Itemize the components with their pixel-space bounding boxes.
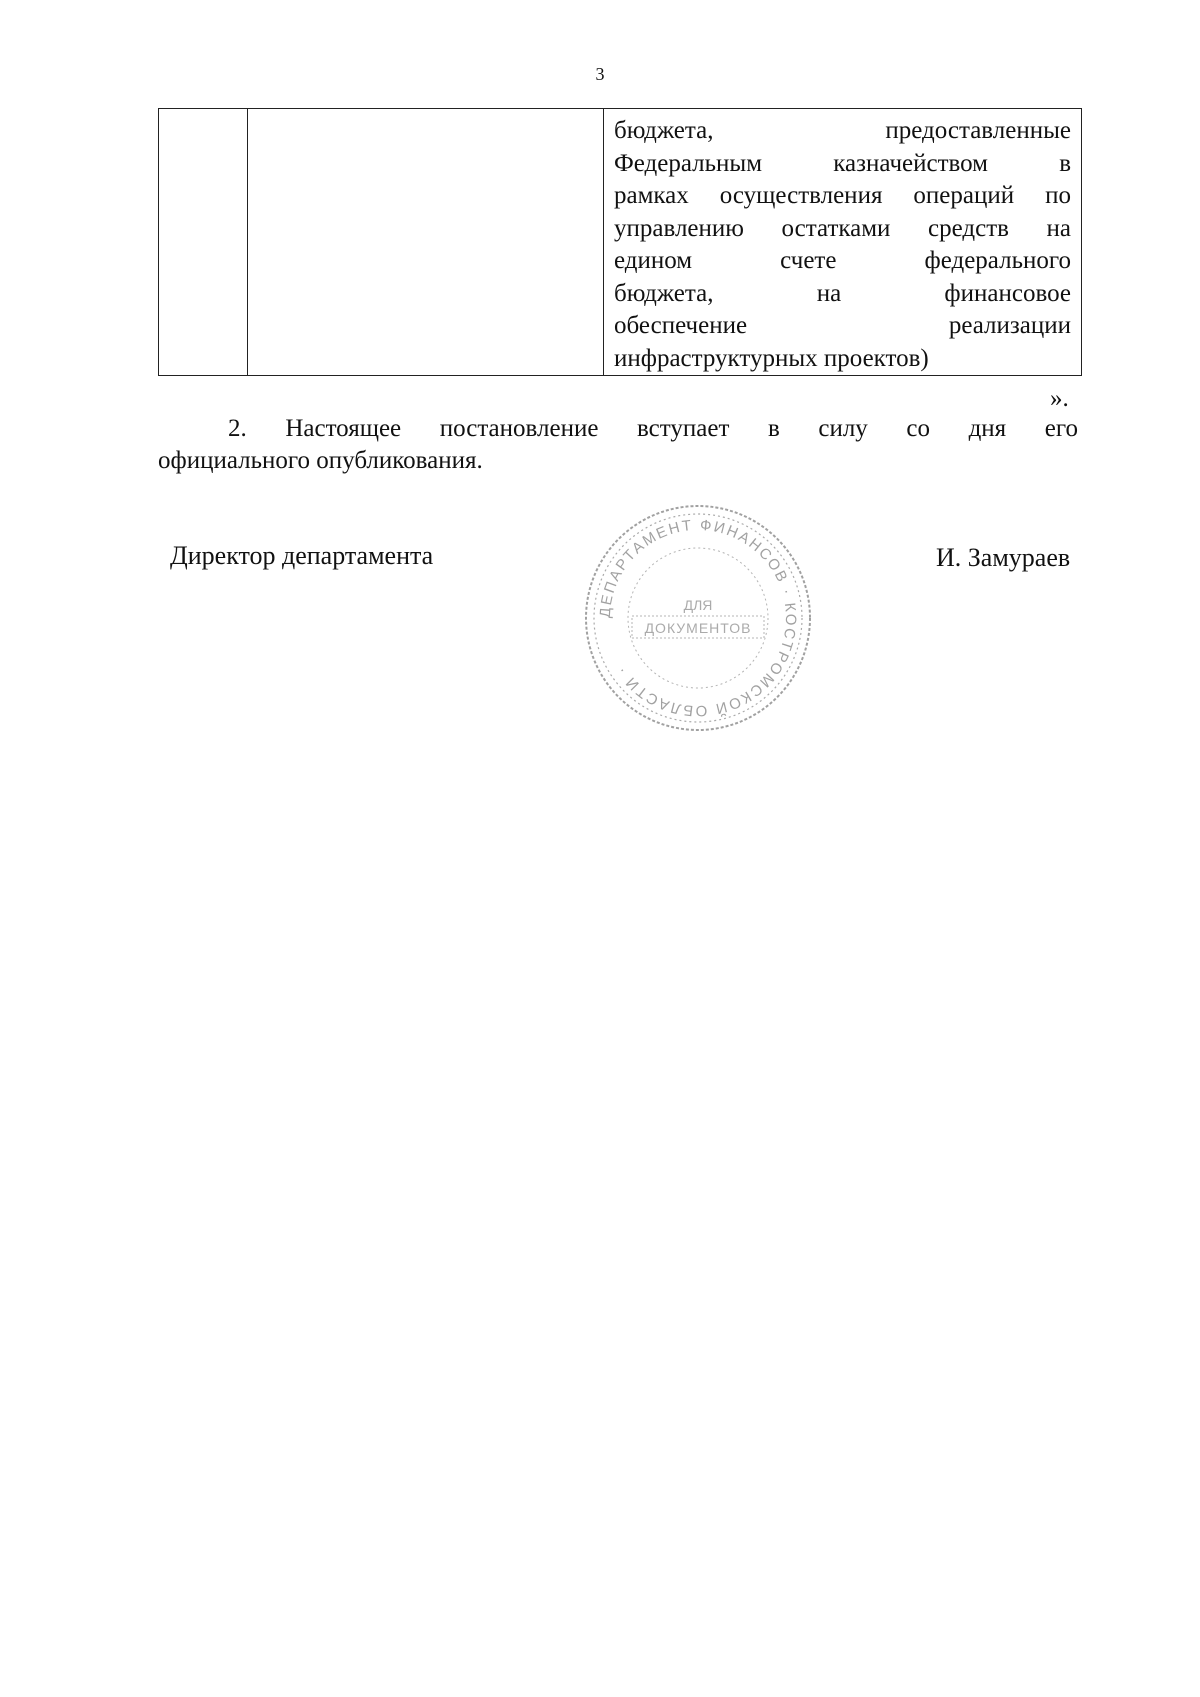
table-text-line: бюджета, предоставленные — [614, 117, 1071, 144]
table-text-line: едином счете федерального — [614, 247, 1071, 274]
table-cell-number — [159, 109, 248, 376]
table-cell-name — [248, 109, 604, 376]
signatory-title: Директор департамента — [170, 541, 434, 570]
closing-quote: ». — [1050, 385, 1069, 412]
svg-text:ДЕПАРТАМЕНТ ФИНАНСОВ · КОСТРОМ: ДЕПАРТАМЕНТ ФИНАНСОВ · КОСТРОМСКОЙ ОБЛАСТИ · — [596, 516, 800, 720]
paragraph-line: официального опубликования. — [158, 447, 483, 474]
table-row — [159, 109, 1082, 376]
effective-date-paragraph — [158, 413, 1078, 477]
table-text-line: Федеральным казначейством в — [614, 149, 1071, 177]
table-text-line: обеспечение реализации — [614, 312, 1071, 339]
table-text-line: управлению остатками средств на — [614, 214, 1071, 242]
table-text-line: инфраструктурных проектов) — [614, 344, 929, 372]
official-seal-stamp-icon — [578, 498, 818, 738]
signatory-name: И. Замураев — [936, 543, 1071, 572]
svg-text:ДОКУМЕНТОВ: ДОКУМЕНТОВ — [644, 620, 752, 636]
document-table — [158, 108, 1082, 376]
svg-text:ДЛЯ: ДЛЯ — [683, 597, 713, 613]
table-cell-description — [604, 109, 1082, 376]
paragraph-line: 2. Настоящее постановление вступает в силу со дня его — [228, 415, 1078, 442]
page-number: 3 — [595, 64, 605, 84]
table-text-line: рамках осуществления операций по — [614, 182, 1071, 209]
table-text-line: бюджета, на финансовое — [614, 279, 1071, 307]
